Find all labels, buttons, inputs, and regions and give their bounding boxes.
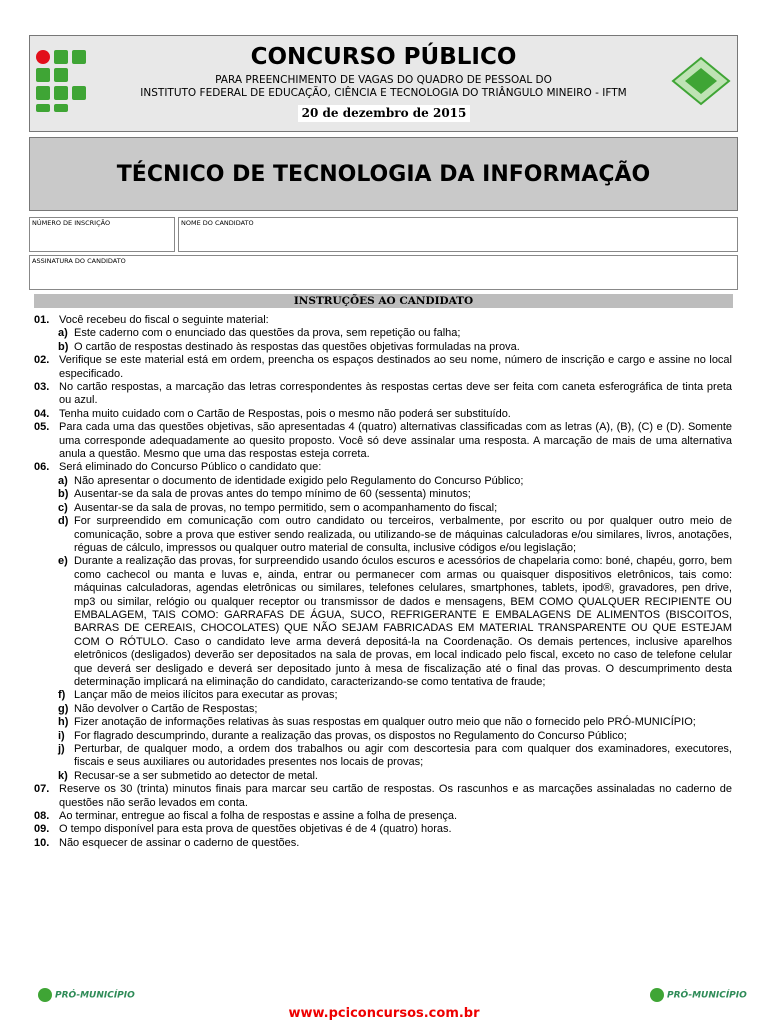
instruction-text: Verifique se este material está em ordem, preencha os espaços destinados ao seu nome, número de inscrição e cargo e assine no local especificado. — [59, 354, 732, 380]
subitem-letter: f) — [58, 689, 66, 702]
instruction-item — [34, 354, 732, 381]
instruction-number: 08. — [34, 810, 50, 823]
instruction-text: Ao terminar, entregue ao fiscal a folha de respostas e assine a folha de presença. — [59, 810, 458, 823]
instruction-subitem — [34, 341, 732, 354]
instruction-subitem — [34, 770, 732, 783]
subitem-letter: i) — [58, 729, 65, 742]
instruction-text: Não esquecer de assinar o caderno de questões. — [59, 836, 300, 849]
subitem-letter: h) — [58, 716, 69, 729]
instruction-subitem — [34, 689, 732, 702]
subitem-letter: b) — [58, 340, 69, 353]
assinatura-label: ASSINATURA DO CANDIDATO — [32, 257, 126, 265]
subitem-letter: e) — [58, 555, 68, 568]
footer-logo-right-text: PRÓ-MUNICÍPIO — [667, 990, 747, 1001]
instruction-item — [34, 810, 732, 823]
instruction-number: 10. — [34, 836, 50, 849]
instruction-subitem — [34, 327, 732, 340]
subitem-text: Durante a realização das provas, for surpreendido usando óculos escuros e acessórios de chapelaria como: boné, chapéu, gorro, bem como cachecol ou manta e luvas e, ainda, entrar ou permanecer com armas ou quaisquer dispositivos eletrônicos, tais como: máquinas calculadoras, agendas eletrônicas ou similares, telefones celulares, smartphones, tablets, ipod®, gravadores, pen drive, mp3 ou similar, relógio ou qualquer receptor ou transmissor de dados e mensagens, BEM COMO QUALQUER RECIPIENTE OU EMBALAGEM, TAIS COMO: GARRAFAS DE ÁGUA, SUCO, REFRIGERANTE E EMBALAGENS DE ALIMENTOS (BISCOITOS, BARRAS DE CEREAIS, CHOCOLATES) QUE NÃO SEJAM FABRICADAS EM MATERIAL TRANSPARENTE OU QUE ESTEJAM COM O RÓTULO. Caso o candidato leve arma deverá depositá-la na Coordenação. Os demais pertences, inclusive aparelhos eletrônicos (desligados) deverão ser depositados na sala de provas, em local indicado pelo fiscal, exceto no caso de telefone celular que deverá ser desligado e deverá ser depositado junto à mesa de fiscalização até o final das provas. O descumprimento desta determinação implicará na eliminação do candidato, caracterizando-se como tentativa de fraude; — [74, 555, 732, 688]
footer-logo-left-text: PRÓ-MUNICÍPIO — [55, 990, 135, 1001]
instructions-title: INSTRUÇÕES AO CANDIDATO — [34, 294, 733, 308]
instruction-text: O tempo disponível para esta prova de questões objetivas é de 4 (quatro) horas. — [59, 823, 452, 836]
subitem-text: Fizer anotação de informações relativas às suas respostas em qualquer outro meio que não o fornecido pelo PRÓ-MUNICÍPIO; — [74, 716, 696, 729]
subitem-text: O cartão de respostas destinado às respostas das questões objetivas formuladas na prova. — [74, 340, 520, 353]
subtitle-line-2: INSTITUTO FEDERAL DE EDUCAÇÃO, CIÊNCIA E TECNOLOGIA DO TRIÂNGULO MINEIRO - IFTM — [140, 87, 627, 99]
subitem-text: Não apresentar o documento de identidade exigido pelo Regulamento do Concurso Público; — [74, 474, 524, 487]
subitem-letter: j) — [58, 743, 65, 755]
instruction-text: Tenha muito cuidado com o Cartão de Respostas, pois o mesmo não poderá ser substituído. — [59, 407, 511, 420]
instruction-subitem — [34, 515, 732, 555]
exam-title: CONCURSO PÚBLICO — [250, 44, 517, 70]
instruction-text: Para cada uma das questões objetivas, são apresentadas 4 (quatro) alternativas classificadas com as letras (A), (B), (C) e (D). Somente uma corresponde adequadamente ao quesito proposto. Você só deve assinalar uma resposta. A marcação de mais de uma alternativa anula a questão. Mesmo que uma das respostas esteja correta. — [59, 421, 732, 461]
inscricao-field[interactable] — [29, 217, 175, 252]
pro-municipio-logo-icon — [671, 56, 731, 106]
subitem-letter: b) — [58, 488, 69, 501]
subtitle-line-1: PARA PREENCHIMENTO DE VAGAS DO QUADRO DE PESSOAL DO — [215, 74, 552, 86]
subitem-letter: g) — [58, 702, 69, 715]
subitem-text: For flagrado descumprindo, durante a realização das provas, os dispostos no Regulamento do Concurso Público; — [74, 729, 627, 742]
instruction-subitem — [34, 488, 732, 501]
instruction-subitem — [34, 703, 732, 716]
footer-url[interactable]: www.pciconcursos.com.br — [288, 1006, 480, 1021]
subitem-text: For surpreendido em comunicação com outro candidato ou terceiros, verbalmente, por escrito ou por qualquer outro meio de comunicação, sobre a prova que estiver sendo realizada, ou utilizando-se de máquinas calculadoras e/ou similares, livros, anotações, réguas de cálculo, impressos ou qualquer outro material de consulta, inclusive códigos e/ou legislação; — [74, 515, 732, 554]
instruction-item — [34, 421, 732, 461]
instruction-item — [34, 837, 732, 850]
subitem-text: Ausentar-se da sala de provas antes do tempo mínimo de 60 (sessenta) minutos; — [74, 488, 471, 501]
instruction-subitem — [34, 475, 732, 488]
exam-date: 20 de dezembro de 2015 — [298, 105, 470, 122]
instruction-number: 05. — [34, 421, 50, 434]
instruction-subitem — [34, 716, 732, 729]
job-title: TÉCNICO DE TECNOLOGIA DA INFORMAÇÃO — [29, 137, 738, 211]
instruction-text: Reserve os 30 (trinta) minutos finais para marcar seu cartão de respostas. Os rascunhos e as marcações assinaladas no caderno de questões não serão levados em conta. — [59, 783, 732, 809]
instruction-subitem — [34, 743, 732, 770]
instruction-number: 06. — [34, 461, 50, 474]
subitem-text: Ausentar-se da sala de provas, no tempo permitido, sem o acompanhamento do fiscal; — [74, 501, 498, 514]
instruction-number: 01. — [34, 314, 50, 326]
instruction-item — [34, 381, 732, 408]
subitem-text: Recusar-se a ser submetido ao detector de metal. — [74, 769, 318, 782]
subitem-letter: d) — [58, 515, 69, 528]
exam-subtitle — [30, 74, 737, 100]
instruction-subitem — [34, 502, 732, 515]
instruction-text: Você recebeu do fiscal o seguinte material: — [59, 314, 269, 326]
nome-label: NOME DO CANDIDATO — [181, 219, 254, 227]
subitem-letter: a) — [58, 327, 68, 340]
instruction-item — [34, 783, 732, 810]
instruction-number: 07. — [34, 783, 50, 796]
footer-logo-left — [38, 988, 135, 1002]
instruction-text: No cartão respostas, a marcação das letras correspondentes às respostas certas deve ser feita com caneta esferográfica de tinta preta ou azul. — [59, 381, 732, 407]
instruction-number: 02. — [34, 354, 50, 367]
instruction-number: 09. — [34, 823, 50, 836]
inscricao-label: NÚMERO DE INSCRIÇÃO — [32, 219, 111, 227]
subitem-text: Lançar mão de meios ilícitos para executar as provas; — [74, 689, 338, 702]
pro-municipio-icon — [650, 988, 664, 1002]
subitem-letter: c) — [58, 501, 68, 514]
subitem-text: Este caderno com o enunciado das questões da prova, sem repetição ou falha; — [74, 327, 461, 340]
instruction-item — [34, 314, 732, 327]
subitem-text: Não devolver o Cartão de Respostas; — [74, 702, 258, 715]
instruction-text: Será eliminado do Concurso Público o candidato que: — [59, 461, 322, 474]
pro-municipio-icon — [38, 988, 52, 1002]
instruction-subitem — [34, 555, 732, 689]
nome-field[interactable] — [178, 217, 738, 252]
assinatura-field[interactable] — [29, 255, 738, 290]
instruction-subitem — [34, 730, 732, 743]
subitem-text: Perturbar, de qualquer modo, a ordem dos trabalhos ou agir com descortesia para com qualquer dos examinadores, executores, fiscais e seus auxiliares ou autoridades presentes nos locais de provas; — [74, 743, 732, 769]
footer-logo-right — [650, 988, 747, 1002]
subitem-letter: a) — [58, 474, 68, 487]
instruction-item — [34, 461, 732, 474]
instructions-list — [34, 314, 732, 850]
subitem-letter: k) — [58, 769, 68, 782]
instruction-number: 04. — [34, 407, 50, 420]
instruction-item — [34, 408, 732, 421]
instruction-item — [34, 823, 732, 836]
exam-header — [29, 35, 738, 132]
instruction-number: 03. — [34, 381, 50, 394]
